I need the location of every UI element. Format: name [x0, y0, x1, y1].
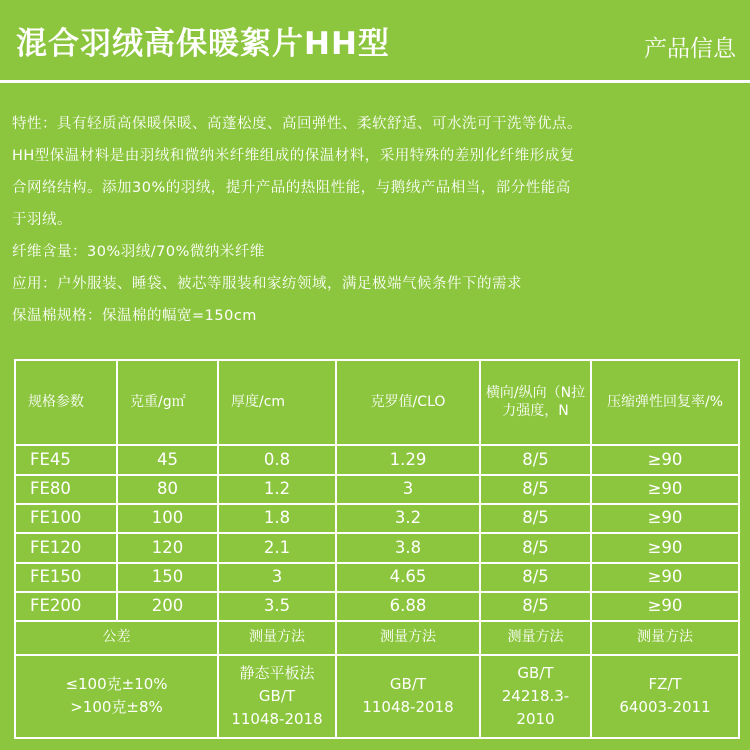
- page-title: 混合羽绒高保暖絮片HH型: [16, 26, 390, 62]
- table-cell: ≥90: [591, 504, 739, 533]
- table-cell: ≥90: [591, 563, 739, 592]
- table-cell: FE80: [15, 475, 117, 504]
- table-cell: ≥90: [591, 475, 739, 504]
- standard-cell: [591, 655, 739, 738]
- table-cell: 150: [117, 563, 218, 592]
- application: 应用：户外服装、睡袋、被芯等服装和家纺领域，满足极端气候条件下的需求: [12, 276, 522, 292]
- table-cell: FE150: [15, 563, 117, 592]
- tolerance-text: >100克±8%: [70, 698, 163, 717]
- feature-line: 于羽绒。: [12, 212, 72, 228]
- method-label: 测量方法: [591, 621, 739, 654]
- standard-cell: [336, 655, 480, 738]
- table-row: [15, 445, 739, 474]
- table-cell: 1.8: [218, 504, 336, 533]
- table-cell: 3: [336, 475, 480, 504]
- table-header-cell: 横向/纵向（N拉力强度，N: [480, 360, 591, 445]
- table-row: [15, 533, 739, 562]
- standard-text: GB/T: [389, 675, 427, 694]
- standards-row: [15, 655, 739, 738]
- standard-text: 2010: [516, 710, 555, 729]
- table-cell: 120: [117, 533, 218, 562]
- standard-text: 11048-2018: [231, 710, 323, 729]
- table-cell: 100: [117, 504, 218, 533]
- table-row: [15, 563, 739, 592]
- table-cell: 1.2: [218, 475, 336, 504]
- table-header-cell: 厚度/cm: [218, 360, 336, 445]
- feature-line: 特性：具有轻质高保暖保暖、高蓬松度、高回弹性、柔软舒适、可水洗可干洗等优点。: [12, 116, 582, 132]
- table-header-cell: 压缩弹性回复率/%: [591, 360, 739, 445]
- table-cell: FE120: [15, 533, 117, 562]
- feature-line: HH型保温材料是由羽绒和微纳米纤维组成的保温材料，采用特殊的差别化纤维形成复: [12, 148, 575, 164]
- tolerance-label: 公差: [15, 621, 218, 654]
- table-cell: 3.5: [218, 592, 336, 621]
- table-cell: ≥90: [591, 533, 739, 562]
- table-cell: 6.88: [336, 592, 480, 621]
- standard-text: 11048-2018: [362, 698, 454, 717]
- spec-table: [14, 359, 740, 739]
- tolerance-cell: [15, 655, 218, 738]
- method-label: 测量方法: [480, 621, 591, 654]
- table-row: [15, 504, 739, 533]
- table-header-cell: 克重/g㎡: [117, 360, 218, 445]
- table-cell: 8/5: [480, 533, 591, 562]
- spec-note: 保温棉规格：保温棉的幅宽=150cm: [12, 308, 257, 324]
- method-label: 测量方法: [218, 621, 336, 654]
- table-row: [15, 475, 739, 504]
- header: [0, 0, 750, 82]
- method-label: 测量方法: [336, 621, 480, 654]
- feature-line: 合网络结构。添加30%的羽绒，提升产品的热阻性能，与鹅绒产品相当，部分性能高: [12, 180, 571, 196]
- standard-text: 24218.3-: [501, 686, 570, 705]
- product-description: [12, 108, 740, 332]
- tolerance-text: ≤100克±10%: [65, 675, 168, 694]
- standard-cell: [218, 655, 336, 738]
- standard-text: GB/T: [517, 663, 554, 682]
- table-cell: 8/5: [480, 592, 591, 621]
- table-row: [15, 592, 739, 621]
- method-row: [15, 621, 739, 654]
- table-cell: 3.2: [336, 504, 480, 533]
- standard-cell: [480, 655, 591, 738]
- section-label: 产品信息: [644, 36, 736, 62]
- table-cell: ≥90: [591, 592, 739, 621]
- table-cell: 200: [117, 592, 218, 621]
- table-cell: 8/5: [480, 475, 591, 504]
- table-cell: FE45: [15, 445, 117, 474]
- table-cell: 45: [117, 445, 218, 474]
- header-divider: [0, 80, 750, 83]
- table-header-row: [15, 360, 739, 445]
- table-cell: 3: [218, 563, 336, 592]
- table-cell: 0.8: [218, 445, 336, 474]
- standard-text: GB/T: [258, 686, 296, 705]
- table-cell: 2.1: [218, 533, 336, 562]
- standard-text: 64003-2011: [619, 698, 711, 717]
- table-cell: FE200: [15, 592, 117, 621]
- table-cell: 8/5: [480, 445, 591, 474]
- table-header-cell: 克罗值/CLO: [336, 360, 480, 445]
- standard-text: FZ/T: [648, 675, 682, 694]
- table-cell: 80: [117, 475, 218, 504]
- fiber-content: 纤维含量：30%羽绒/70%微纳米纤维: [12, 244, 265, 260]
- table-header-cell: 规格参数: [15, 360, 117, 445]
- table-cell: 8/5: [480, 504, 591, 533]
- table-cell: 8/5: [480, 563, 591, 592]
- table-cell: FE100: [15, 504, 117, 533]
- table-cell: 4.65: [336, 563, 480, 592]
- table-cell: ≥90: [591, 445, 739, 474]
- table-cell: 1.29: [336, 445, 480, 474]
- table-cell: 3.8: [336, 533, 480, 562]
- standard-text: 静态平板法: [239, 663, 315, 682]
